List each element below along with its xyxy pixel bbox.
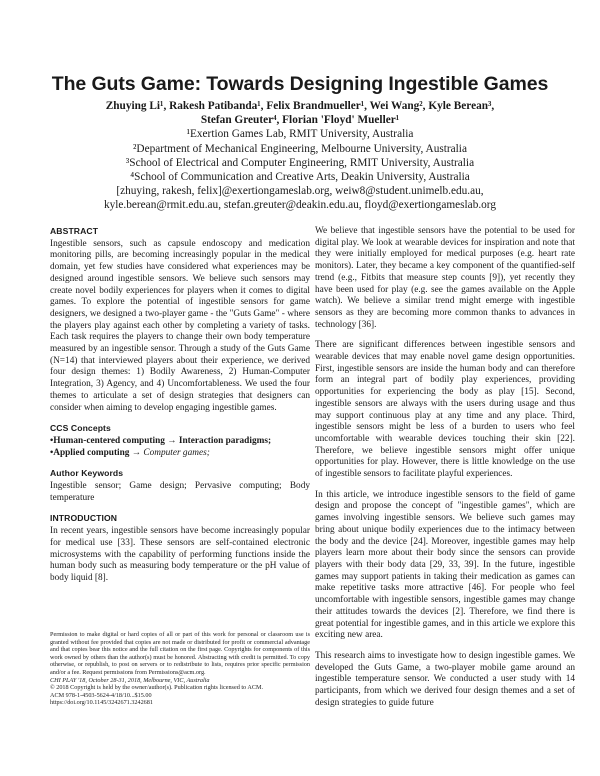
author-names-line-1: Zhuying Li¹, Rakesh Patibanda¹, Felix Brandmueller¹, Wei Wang², Kyle Berean³, — [105, 100, 495, 112]
affiliation-2: ²Department of Mechanical Engineering, Melbourne University, Australia — [133, 142, 467, 155]
ccs-concept-1-sub: Interaction paradigms; — [178, 435, 272, 446]
body-paragraph-3: In this article, we introduce ingestible sensors to the field of game design and propose the concept of "ingestible games", which are games involving ingestible sensors. We believe such games may bring about unique bodily experiences due to the intimacy between the body and the device [24]. Moreover, ingestible games may help players learn more about their body since the sensors can provide players with their body data [29, 33, 39]. In the future, ingestible games may support patients in taking their medication as games can make repetitive tasks more attractive [46]. For people who feel uncomfortable with ingestible sensors, ingestible games may change their attitudes towards the devices [2]. Therefore, we find there is great potential for ingestible games, and in this article we explore this exciting new area. — [315, 489, 575, 641]
ccs-arrow-1: → — [164, 435, 179, 446]
keywords-heading: Author Keywords — [50, 468, 124, 479]
right-column — [315, 226, 575, 718]
venue-line: CHI PLAY '18, October 28-31, 2018, Melbourne, VIC, Australia — [50, 676, 210, 684]
left-column — [50, 226, 310, 594]
introduction-text: In recent years, ingestible sensors have become increasingly popular for medical use [33]. These sensors are self-contained electronic microsystems with the capability of performing functions inside the human body such as measuring body temperature or the pH value of body liquid [8]. — [50, 526, 310, 583]
ccs-concept-1 — [50, 436, 310, 448]
copyright-footer — [50, 631, 310, 707]
ccs-concept-1-main: •Human-centered computing — [50, 435, 165, 446]
author-block — [40, 99, 560, 213]
ccs-concept-2 — [50, 448, 310, 460]
affiliation-4: ⁴School of Communication and Creative Arts, Deakin University, Australia — [130, 171, 470, 184]
author-emails-1: [zhuying, rakesh, felix]@exertiongameslab.org, weiw8@student.unimelb.edu.au, — [116, 185, 484, 198]
affiliation-1: ¹Exertion Games Lab, RMIT University, Australia — [186, 128, 414, 141]
introduction-heading: INTRODUCTION — [50, 513, 118, 524]
permission-notice: Permission to make digital or hard copies of all or part of this work for personal or classroom use is granted without fee provided that copies are not made or distributed for profit or commercial advantage and that copies bear this notice and the full citation on the first page. Copyrights for components of this work owned by others than the author(s) must be honored. Abstracting with credit is permitted. To copy otherwise, or republish, to post on servers or to redistribute to lists, requires prior specific permission and/or a fee. Request permissions from Permissions@acm.org. — [50, 631, 310, 676]
isbn-line: ACM 978-1-4503-5624-4/18/10...$15.00 — [50, 691, 152, 699]
body-paragraph-4: This research aims to investigate how to design ingestible games. We developed the Guts Game, a two-player mobile game around an ingestible temperature sensor. We conducted a user study with 14 participants, from which we derived four design themes and a set of design strategies to guide future — [315, 650, 575, 708]
author-names-line-2: Stefan Greuter⁴, Florian 'Floyd' Mueller¹ — [200, 114, 400, 127]
affiliation-3: ³School of Electrical and Computer Engineering, RMIT University, Australia — [125, 156, 475, 169]
body-paragraph-2: There are significant differences between ingestible sensors and wearable devices that may enable novel game design opportunities. First, ingestible sensors are inside the human body and can therefore form an integral part of bodily play experiences, providing opportunities for experiencing the body as play [15]. Second, ingestible sensors are always with the users during usage and thus may support continuous play at any time and any place. Third, ingestible sensors might be less of a burden to users who feel uncomfortable with wearable devices touching their skin [22]. Therefore, we believe ingestible sensors might offer unique opportunities for play. However, there is little knowledge on the use of ingestible sensors to facilitate playful experiences. — [315, 340, 575, 480]
abstract-text: Ingestible sensors, such as capsule endoscopy and medication monitoring pills, are becoming increasingly popular in the medical domain, yet few studies have considered what experiences may be designed around ingestible sensors. We believe such sensors may create novel bodily experiences for players when it comes to digital games. To explore the potential of ingestible sensors for game designers, we designed a two-player game - the "Guts Game" - where the players play against each other by completing a variety of tasks. Each task requires the players to change their own body temperature measured by an ingestible sensor. Through a study of the Guts Game (N=14) that interviewed players about their experience, we derived four design themes: 1) Bodily Awareness, 2) Human-Computer Integration, 3) Agency, and 4) Uncomfortableness. We used the four themes to articulate a set of design strategies that designers can consider when aiming to develop engaging ingestible games. — [50, 238, 310, 413]
ccs-concept-2-sub: Computer games; — [143, 447, 210, 458]
ccs-concept-2-main: •Applied computing — [50, 447, 130, 458]
ccs-heading: CCS Concepts — [50, 423, 111, 434]
doi-line: https://doi.org/10.1145/3242671.3242681 — [50, 699, 153, 707]
paper-title: The Guts Game: Towards Designing Ingestible Games — [51, 73, 549, 95]
author-emails-2: kyle.berean@rmit.edu.au, stefan.greuter@deakin.edu.au, floyd@exertiongameslab.org — [103, 199, 497, 212]
body-paragraph-1: We believe that ingestible sensors have the potential to be used for digital play. We look at wearable devices for inspiration and note that they were initially employed for medical purposes (e.g. heart rate monitors). Later, they became a key component of the quantified-self trend (e.g., Fitbits that measure step counts [9]), yet recently they have been used for play (e.g. see the games available on the Apple watch). We believe a similar trend might emerge with ingestible sensors as they are becoming more common thanks to advances in technology [36]. — [315, 226, 575, 330]
abstract-heading: ABSTRACT — [50, 226, 99, 236]
copyright-line: © 2018 Copyright is held by the owner/author(s). Publication rights licensed to ACM. — [50, 684, 263, 692]
ccs-arrow-2: → — [129, 447, 144, 458]
keywords-text: Ingestible sensor; Game design; Pervasive computing; Body temperature — [50, 481, 310, 503]
